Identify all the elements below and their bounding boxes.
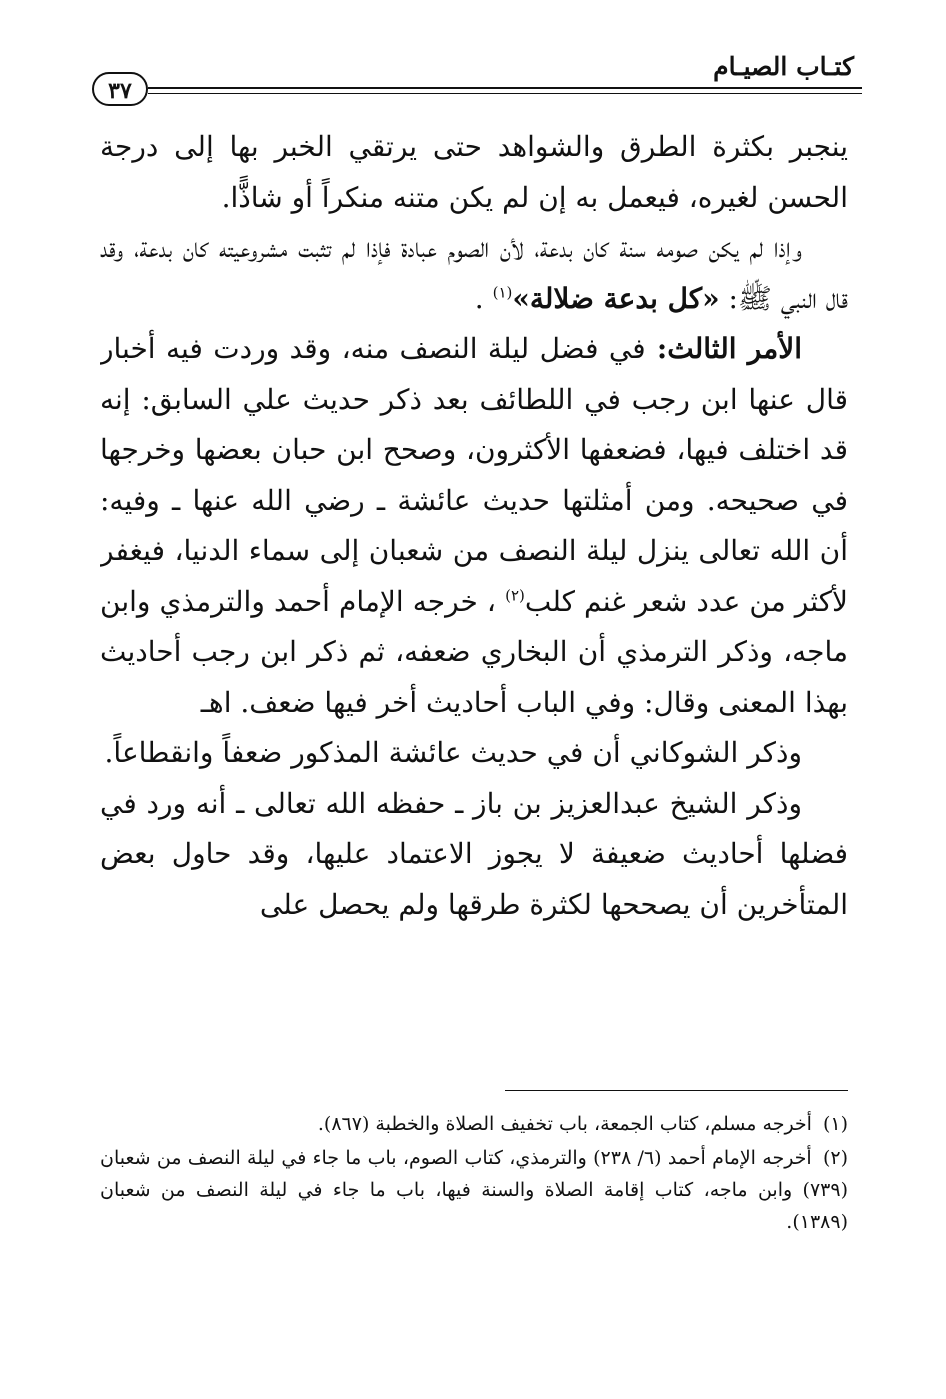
- hadith-quote: «كل بدعة ضلالة»: [512, 281, 720, 315]
- footnote-text: أخرجه مسلم، كتاب الجمعة، باب تخفيف الصلاة والخطبة (٨٦٧).: [317, 1113, 812, 1135]
- paragraph-2-end: .: [474, 281, 493, 315]
- footnote-text: أخرجه الإمام أحمد (٦/ ٢٣٨) والترمذي، كتاب الصوم، باب ما جاء في ليلة النصف من شعبان (٧٣٩) وابن ماجه، كتاب إقامة الصلاة والسنة فيها، باب ما جاء في ليلة النصف من شعبان (١٣٨٩).: [100, 1147, 848, 1233]
- paragraph-1: ينجبر بكثرة الطرق والشواهد حتى يرتقي الخبر بها إلى درجة الحسن لغيره، فيعمل به إن لم يكن متنه منكراً أو شاذًّا.: [100, 130, 848, 214]
- footnote-ref-2[interactable]: (٢): [505, 586, 525, 605]
- header-rule-thin: [148, 93, 862, 94]
- paragraph-2: [100, 223, 848, 324]
- main-text: [100, 122, 848, 1052]
- page-header: [90, 50, 862, 110]
- paragraph-5: وذكر الشيخ عبدالعزيز بن باز ـ حفظه الله تعالى ـ أنه ورد في فضلها أحاديث ضعيفة لا يجوز الاعتماد عليها، وقد حاول بعض المتأخرين أن يصححها لكثرة طرقها ولم يحصل على: [100, 786, 848, 921]
- header-rule-thick: [148, 87, 862, 89]
- page-number: ٣٧: [92, 72, 148, 106]
- footnote-separator: [505, 1090, 848, 1091]
- footnote-ref-1[interactable]: (١): [492, 283, 513, 302]
- paragraph-2-text: وإذا لم يكن صومه سنة كان بدعة، لأن الصوم عبادة فإذا لم تثبت مشروعيته كان بدعة، وقد قال النبي ﷺ:: [100, 231, 848, 315]
- paragraph-3: [100, 324, 848, 728]
- section-heading-third-matter: الأمر الثالث:: [645, 332, 802, 365]
- paragraph-3-text-a: في فضل ليلة النصف منه، وقد وردت فيه أخبار قال عنها ابن رجب في اللطائف بعد ذكر حديث علي السابق: إنه قد اختلف فيها، فضعفها الأكثرون، وصحح ابن حبان بعضها وخرجها في صحيحه. ومن أمثلتها حديث عائشة ـ رضي الله عنها ـ وفيه: أن الله تعالى ينزل ليلة النصف من شعبان إلى سماء الدنيا، فيغفر لأكثر من عدد شعر غنم كلب: [100, 332, 848, 618]
- footnote-number: (٢): [822, 1147, 849, 1169]
- footnote-number: (١): [822, 1113, 848, 1135]
- paragraph-3-text-b: ، خرجه الإمام أحمد والترمذي وابن ماجه، وذكر الترمذي أن البخاري ضعفه، ثم ذكر ابن رجب أحاديث بهذا المعنى وقال: وفي الباب أحاديث أخر فيها ضعف. اهـ: [100, 584, 848, 719]
- footnote-1: [100, 1108, 848, 1140]
- footnotes: [100, 1108, 848, 1240]
- footnote-2: [100, 1142, 848, 1238]
- paragraph-4: وذكر الشوكاني أن في حديث عائشة المذكور ضعفاً وانقطاعاً.: [104, 736, 802, 769]
- running-title: كتـاب الصيـام: [713, 52, 854, 81]
